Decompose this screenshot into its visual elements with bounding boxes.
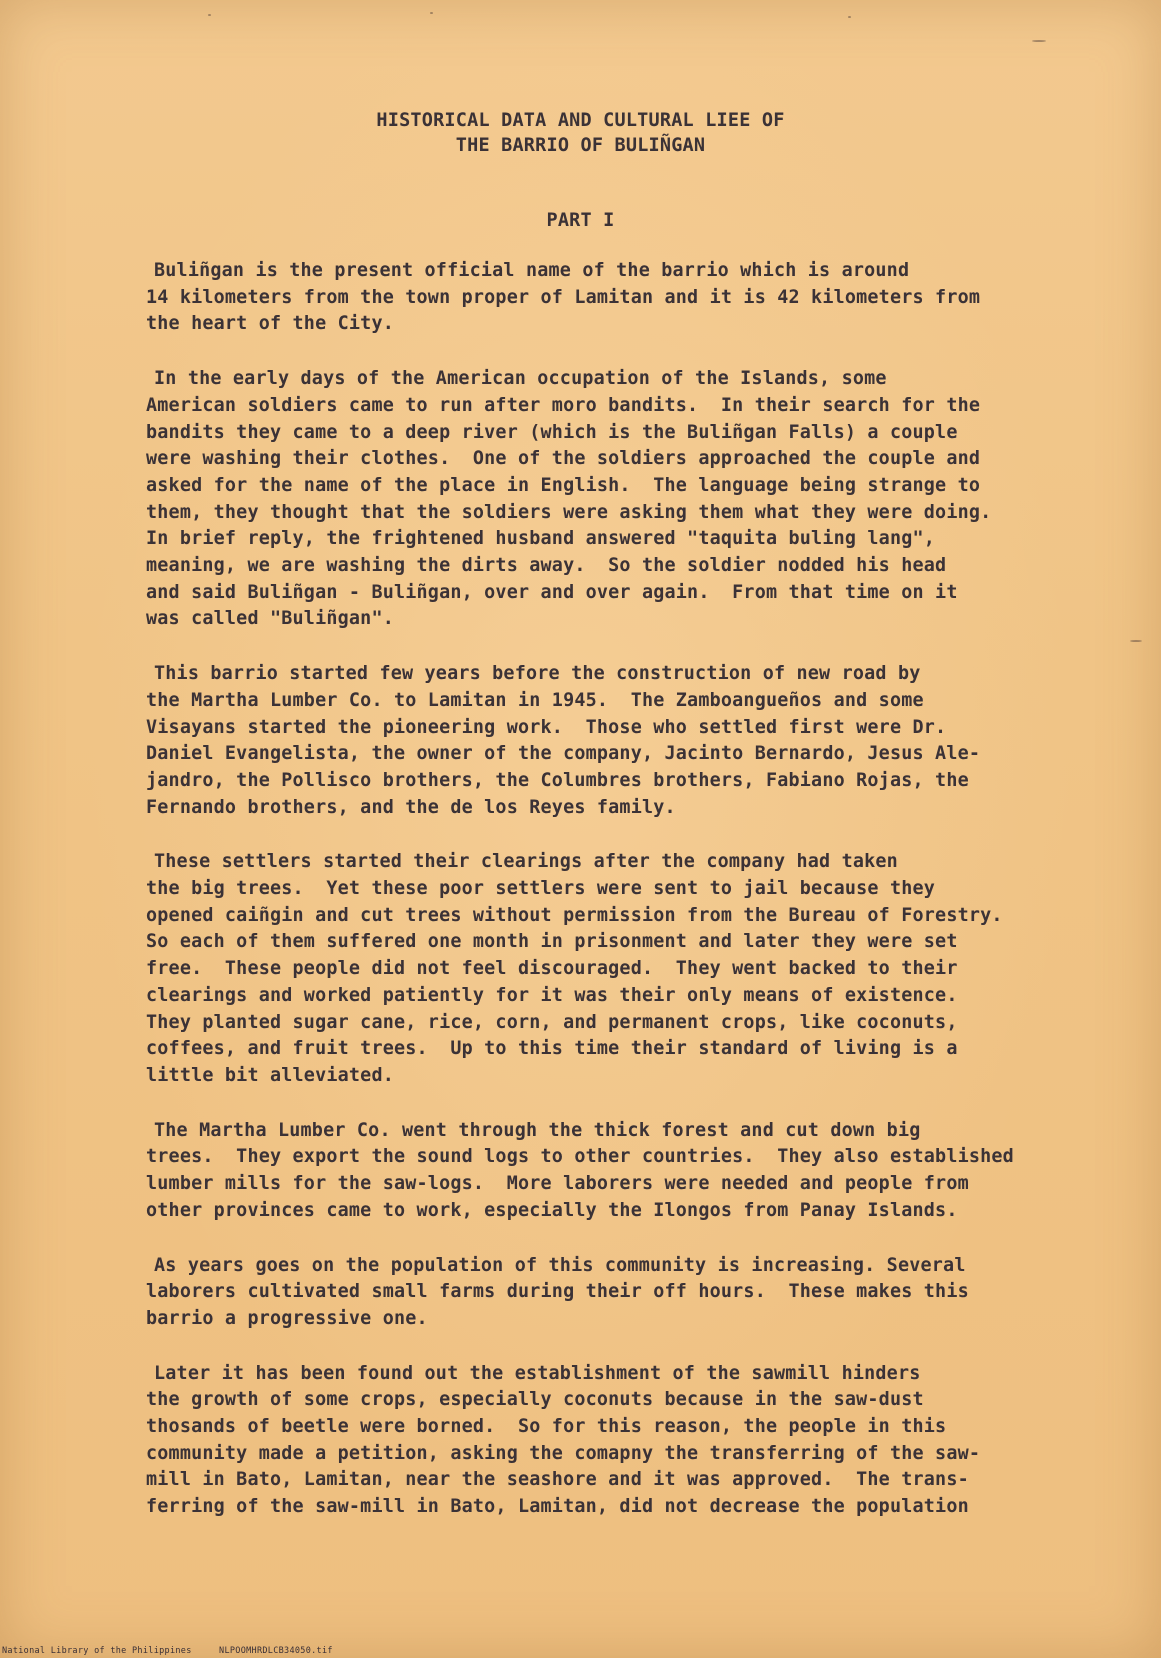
paragraph-line: barrio a progressive one. xyxy=(146,1307,428,1329)
document-title-line-2: THE BARRIO OF BULIÑGAN xyxy=(455,135,706,156)
paragraph-line: In brief reply, the frightened husband answered "taquita buling lang", xyxy=(146,528,936,550)
paragraph-line: Daniel Evangelista, the owner of the company, Jacinto Bernardo, Jesus Ale- xyxy=(146,743,981,765)
paragraph xyxy=(146,849,1046,1089)
document-title-line-1: HISTORICAL DATA AND CULTURAL LIEE OF xyxy=(376,110,785,131)
paragraph-line: community made a petition, asking the comapny the transferring of the saw- xyxy=(146,1442,981,1464)
paragraph xyxy=(146,1118,1046,1225)
paragraph xyxy=(146,366,1046,633)
paper-speck xyxy=(430,12,433,14)
paragraph-line: little bit alleviated. xyxy=(146,1064,394,1086)
paragraph-line: trees. They export the sound logs to other countries. They also established xyxy=(146,1146,1014,1168)
paragraph-line: was called "Buliñgan". xyxy=(146,608,394,630)
paragraph-line: 14 kilometers from the town proper of Lamitan and it is 42 kilometers from xyxy=(146,286,981,308)
paragraph-line: They planted sugar cane, rice, corn, and permanent crops, like coconuts, xyxy=(146,1011,958,1033)
paragraph-line: bandits they came to a deep river (which is the Buliñgan Falls) a couple xyxy=(146,421,958,443)
paper-speck xyxy=(1130,640,1142,642)
paragraph-line: Fernando brothers, and the de los Reyes family. xyxy=(146,796,676,818)
paragraph-line: free. These people did not feel discouraged. They went backed to their xyxy=(146,958,958,980)
paragraph-line: American soldiers came to run after moro bandits. In their search for the xyxy=(146,394,981,416)
paragraph-line: ferring of the saw-mill in Bato, Lamitan, did not decrease the population xyxy=(146,1496,969,1518)
part-heading: PART I xyxy=(546,210,615,231)
paragraph-line: Later it has been found out the establishment of the sawmill hinders xyxy=(154,1362,921,1384)
paragraph-line: Buliñgan is the present official name of the barrio which is around xyxy=(154,260,910,281)
paragraph-line: As years goes on the population of this community is increasing. Several xyxy=(154,1254,966,1276)
paragraph-line: and said Buliñgan - Buliñgan, over and over again. From that time on it xyxy=(146,581,958,603)
paragraph xyxy=(146,1361,1046,1521)
paragraph xyxy=(146,1253,1046,1333)
paragraph-line: So each of them suffered one month in prisonment and later they were set xyxy=(146,931,958,953)
paragraph-line: were washing their clothes. One of the soldiers approached the couple and xyxy=(146,448,981,470)
paragraph-line: Visayans started the pioneering work. Those who settled first were Dr. xyxy=(146,716,947,738)
paragraph-line: jandro, the Pollisco brothers, the Columbres brothers, Fabiano Rojas, the xyxy=(146,769,969,791)
scan-footer xyxy=(2,1646,355,1656)
paragraph xyxy=(146,661,1046,821)
paper-speck xyxy=(1032,40,1046,42)
paragraph-line: The Martha Lumber Co. went through the thick forest and cut down big xyxy=(154,1119,921,1141)
paragraph-line: the big trees. Yet these poor settlers were sent to jail because they xyxy=(146,878,936,900)
document-body xyxy=(146,258,1046,1549)
document-title xyxy=(0,108,1161,158)
paragraph-line: the Martha Lumber Co. to Lamitan in 1945. The Zamboangueños and some xyxy=(146,689,924,711)
paragraph xyxy=(146,258,1046,338)
footer-institution: National Library of the Philippines xyxy=(2,1646,192,1656)
paragraph-line: These settlers started their clearings after the company had taken xyxy=(154,851,898,873)
paragraph-line: lumber mills for the saw-logs. More laborers were needed and people from xyxy=(146,1173,969,1195)
paragraph-line: the growth of some crops, especially coconuts because in the saw-dust xyxy=(146,1389,924,1411)
paragraph-line: clearings and worked patiently for it was their only means of existence. xyxy=(146,984,958,1006)
paragraph-line: the heart of the City. xyxy=(146,313,394,335)
paper-speck xyxy=(208,14,211,16)
paragraph-line: In the early days of the American occupation of the Islands, some xyxy=(154,368,887,390)
paragraph-line: meaning, we are washing the dirts away. So the soldier nodded his head xyxy=(146,555,947,577)
paragraph-line: asked for the name of the place in English. The language being strange to xyxy=(146,474,981,496)
paragraph-line: mill in Bato, Lamitan, near the seashore and it was approved. The trans- xyxy=(146,1469,969,1491)
paragraph-line: laborers cultivated small farms during their off hours. These makes this xyxy=(146,1281,969,1303)
paragraph-line: thosands of beetle were borned. So for this reason, the people in this xyxy=(146,1416,947,1438)
paper-speck xyxy=(848,16,851,18)
footer-file-id: NLPOOMHRDLCB34050.tif xyxy=(219,1646,333,1656)
paragraph-line: other provinces came to work, especially the Ilongos from Panay Islands. xyxy=(146,1199,958,1221)
paragraph-line: them, they thought that the soldiers were asking them what they were doing. xyxy=(146,501,992,523)
paragraph-line: coffees, and fruit trees. Up to this time their standard of living is a xyxy=(146,1038,958,1060)
paragraph-line: This barrio started few years before the construction of new road by xyxy=(154,663,921,685)
paragraph-line: opened caiñgin and cut trees without permission from the Bureau of Forestry. xyxy=(146,904,1003,926)
